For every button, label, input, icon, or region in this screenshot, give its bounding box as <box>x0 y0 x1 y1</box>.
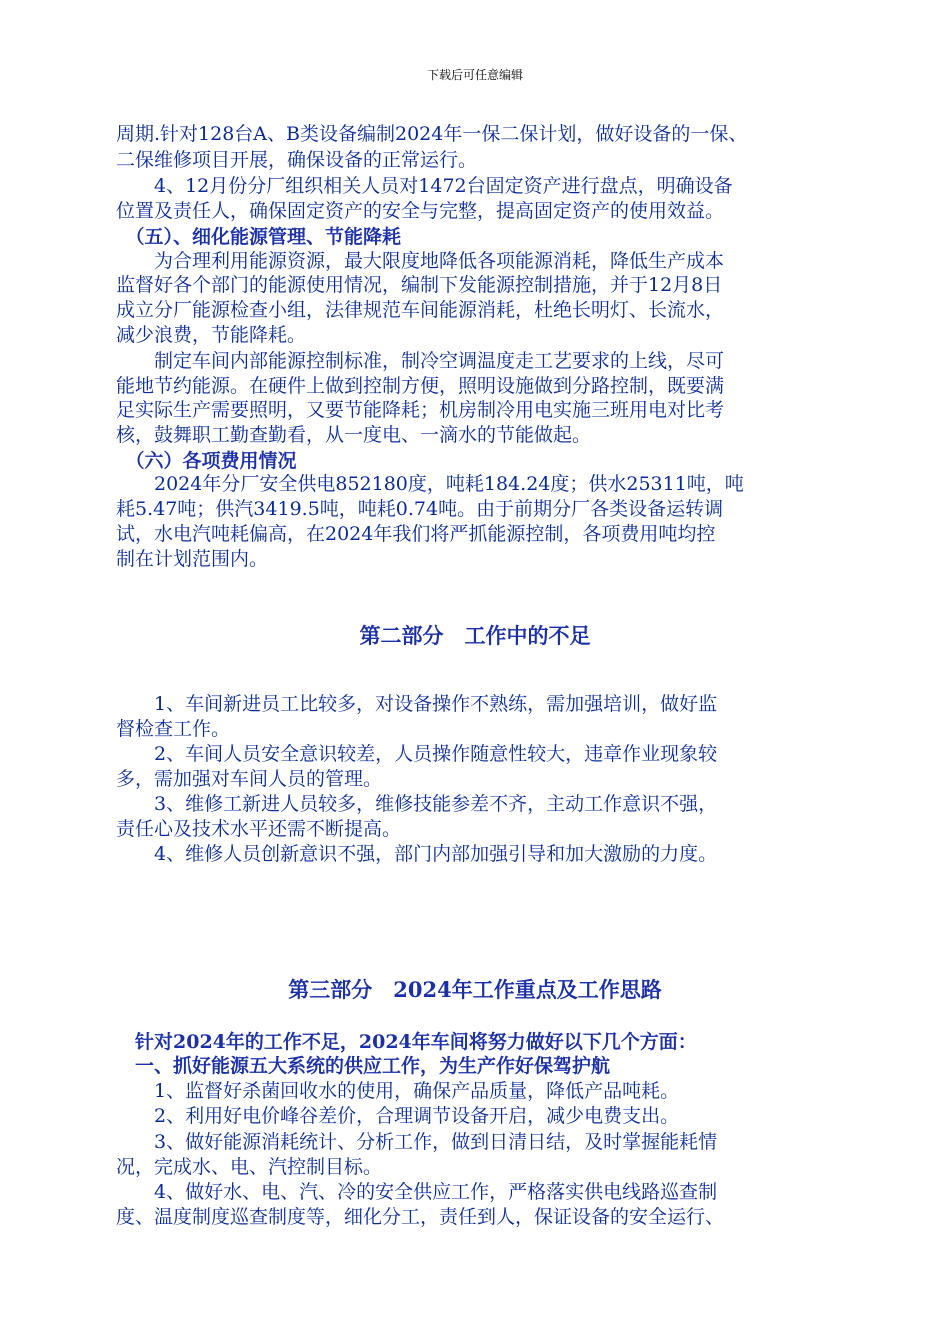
text-line: 为合理利用能源资源，最大限度地降低各项能源消耗，降低生产成本 <box>116 250 725 272</box>
text-line: 1、监督好杀菌回收水的使用，确保产品质量，降低产品吨耗。 <box>116 1080 680 1102</box>
text-line: 2024年分厂安全供电852180度，吨耗184.24度；供水25311吨，吨 <box>116 473 744 495</box>
subsection-heading: （六）各项费用情况 <box>116 450 297 472</box>
text-line: 二保维修项目开展，确保设备的正常运行。 <box>116 149 478 171</box>
text-line: 责任心及技术水平还需不断提高。 <box>116 818 402 840</box>
text-line: 2、车间人员安全意识较差，人员操作随意性较大，违章作业现象较 <box>116 743 718 765</box>
text-line: 度、温度制度巡查制度等，细化分工，责任到人，保证设备的安全运行、 <box>116 1206 725 1228</box>
text-line: 2、利用好电价峰谷差价，合理调节设备开启，减少电费支出。 <box>116 1105 680 1127</box>
text-line: 减少浪费，节能降耗。 <box>116 324 307 346</box>
subsection-heading: 针对2024年的工作不足，2024年车间将努力做好以下几个方面： <box>116 1031 697 1053</box>
text-line: 4、维修人员创新意识不强，部门内部加强引导和加大激励的力度。 <box>116 843 718 865</box>
text-line: 位置及责任人，确保固定资产的安全与完整，提高固定资产的使用效益。 <box>116 200 725 222</box>
text-line: 多，需加强对车间人员的管理。 <box>116 768 383 790</box>
subsection-heading: 一、抓好能源五大系统的供应工作，为生产作好保驾护航 <box>116 1055 611 1077</box>
text-line: 制在计划范围内。 <box>116 548 269 570</box>
text-line: 4、12月份分厂组织相关人员对1472台固定资产进行盘点，明确设备 <box>116 175 733 197</box>
subsection-heading: （五）、细化能源管理、节能降耗 <box>116 226 402 248</box>
text-line: 周期.针对128台A、B类设备编制2024年一保二保计划，做好设备的一保、 <box>116 123 748 145</box>
text-line: 监督好各个部门的能源使用情况，编制下发能源控制措施，并于12月8日 <box>116 274 723 296</box>
text-line: 成立分厂能源检查小组，法律规范车间能源消耗，杜绝长明灯、长流水， <box>116 299 725 321</box>
text-line: 核，鼓舞职工勤查勤看，从一度电、一滴水的节能做起。 <box>116 424 592 446</box>
section-heading: 第二部分 工作中的不足 <box>359 623 591 648</box>
text-line: 1、车间新进员工比较多，对设备操作不熟练，需加强培训，做好监 <box>116 693 718 715</box>
section-heading: 第三部分 2024年工作重点及工作思路 <box>288 977 662 1002</box>
text-line: 耗5.47吨；供汽3419.5吨，吨耗0.74吨。由于前期分厂各类设备运转调 <box>116 498 724 520</box>
text-line: 试，水电汽吨耗偏高，在2024年我们将严抓能源控制，各项费用吨均控 <box>116 523 716 545</box>
text-line: 3、做好能源消耗统计、分析工作，做到日清日结，及时掌握能耗情 <box>116 1131 718 1153</box>
text-line: 3、维修工新进人员较多，维修技能参差不齐，主动工作意识不强， <box>116 793 718 815</box>
text-line: 能地节约能源。在硬件上做到控制方便，照明设施做到分路控制，既要满 <box>116 375 725 397</box>
text-line: 督检查工作。 <box>116 718 231 740</box>
text-line: 足实际生产需要照明，又要节能降耗；机房制冷用电实施三班用电对比考 <box>116 399 725 421</box>
header-note: 下载后可任意编辑 <box>426 68 523 82</box>
text-line: 制定车间内部能源控制标准，制冷空调温度走工艺要求的上线，尽可 <box>116 350 725 372</box>
text-line: 况，完成水、电、汽控制目标。 <box>116 1156 383 1178</box>
text-line: 4、做好水、电、汽、冷的安全供应工作，严格落实供电线路巡查制 <box>116 1181 718 1203</box>
